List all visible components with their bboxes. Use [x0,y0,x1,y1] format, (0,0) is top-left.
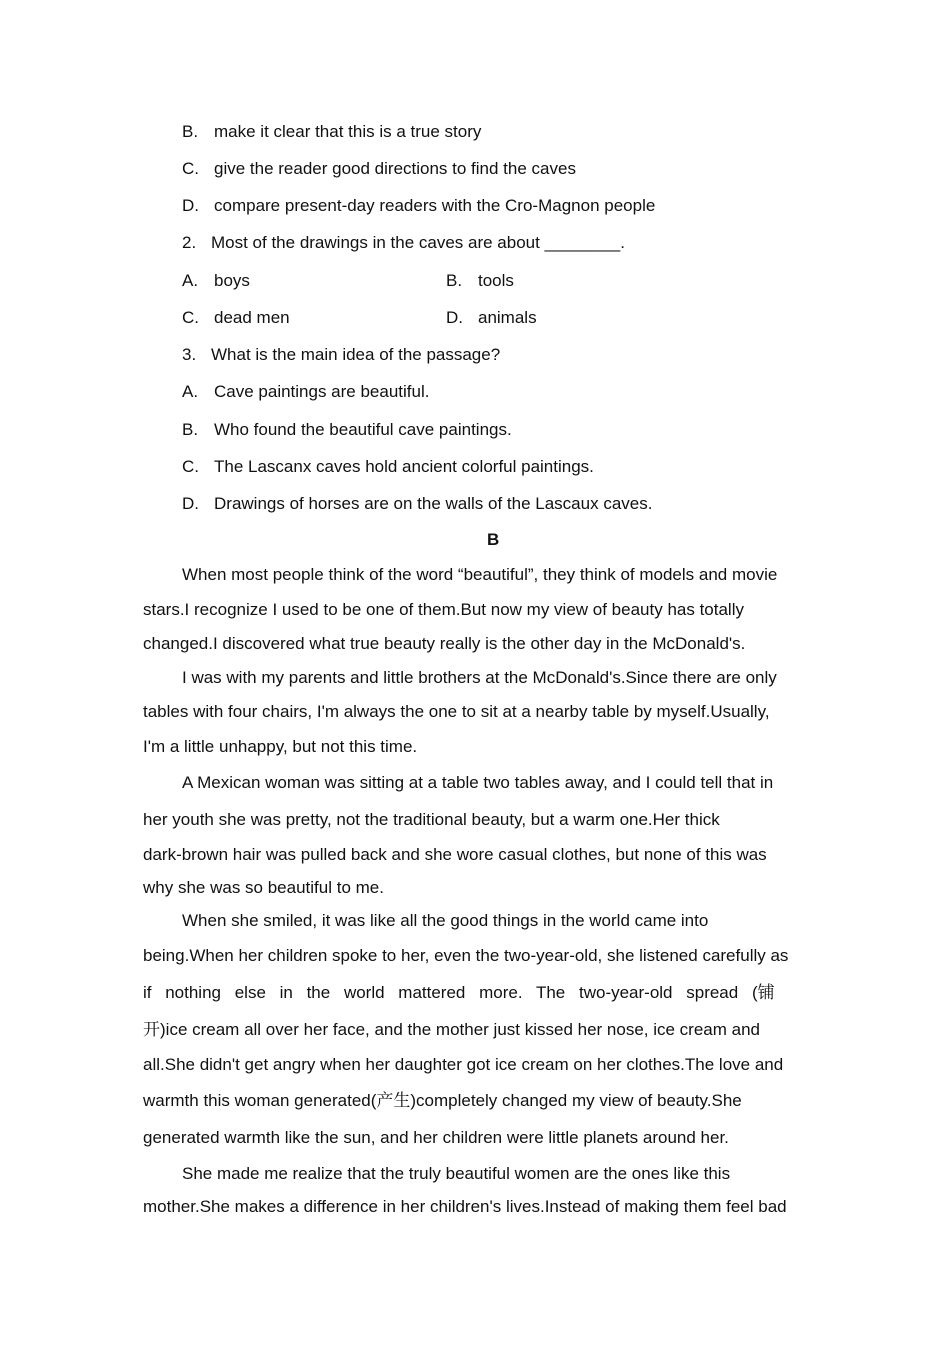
option-letter: C. [182,308,199,327]
passage-line: When she smiled, it was like all the good things in the world came into [182,911,709,930]
option-text: Cave paintings are beautiful. [214,382,430,401]
q2-option-b [446,271,514,291]
q2-option-c [182,308,290,328]
q1-option-b [182,122,481,142]
passage-line: changed.I discovered what true beauty really is the other day in the McDonald's. [143,634,746,653]
option-text: give the reader good directions to find the caves [214,159,576,178]
option-letter: D. [446,308,463,327]
passage-line: her youth she was pretty, not the traditional beauty, but a warm one.Her thick [143,810,720,829]
q3-option-c [182,457,594,477]
q2-stem [182,233,625,253]
option-letter: D. [182,196,199,215]
passage-line: stars.I recognize I used to be one of them.But now my view of beauty has totally [143,600,744,619]
option-letter: B. [182,122,199,141]
option-letter: A. [182,271,199,290]
passage-line: She made me realize that the truly beautiful women are the ones like this [182,1164,731,1183]
passage-line: I'm a little unhappy, but not this time. [143,737,418,756]
option-text: make it clear that this is a true story [214,122,482,141]
passage-line: A Mexican woman was sitting at a table two tables away, and I could tell that in [182,773,774,792]
option-text: animals [478,308,537,327]
option-text: boys [214,271,250,290]
option-text: dead men [214,308,290,327]
option-text: compare present-day readers with the Cro-Magnon people [214,196,656,215]
q2-option-d [446,308,537,328]
section-title: B [487,530,500,549]
passage-line: why she was so beautiful to me. [143,878,384,897]
q3-option-d [182,494,652,514]
option-letter: C. [182,159,199,178]
option-letter: D. [182,494,199,513]
option-letter: C. [182,457,199,476]
passage-line: warmth this woman generated(产生)completely changed my view of beauty.She [143,1091,742,1110]
passage-line: dark-brown hair was pulled back and she wore casual clothes, but none of this was [143,845,767,864]
q1-option-c [182,159,576,179]
question-number: 2. [182,233,197,252]
passage-line: generated warmth like the sun, and her children were little planets around her. [143,1128,729,1147]
q3-stem [182,345,500,365]
question-number: 3. [182,345,197,364]
passage-line: I was with my parents and little brothers at the McDonald's.Since there are only [182,668,777,687]
passage-line: mother.She makes a difference in her children's lives.Instead of making them feel bad [143,1197,787,1216]
q3-option-a [182,382,429,402]
question-text: What is the main idea of the passage? [211,345,501,364]
option-text: Drawings of horses are on the walls of the Lascaux caves. [214,494,653,513]
passage-line: if nothing else in the world mattered more. The two-year-old spread (铺 [143,983,775,1002]
option-text: tools [478,271,514,290]
q3-option-b [182,420,512,440]
q1-option-d [182,196,655,216]
option-letter: A. [182,382,199,401]
option-text: The Lascanx caves hold ancient colorful paintings. [214,457,594,476]
passage-line: being.When her children spoke to her, even the two-year-old, she listened carefully as [143,946,789,965]
passage-line: all.She didn't get angry when her daughter got ice cream on her clothes.The love and [143,1055,784,1074]
option-letter: B. [446,271,463,290]
option-text: Who found the beautiful cave paintings. [214,420,512,439]
passage-line: 开)ice cream all over her face, and the mother just kissed her nose, ice cream and [143,1020,761,1039]
option-letter: B. [182,420,199,439]
passage-line: tables with four chairs, I'm always the one to sit at a nearby table by myself.Usually, [143,702,770,721]
q2-option-a [182,271,250,291]
passage-line: When most people think of the word “beautiful”, they think of models and movie [182,565,778,584]
question-text: Most of the drawings in the caves are about ________. [211,233,625,252]
